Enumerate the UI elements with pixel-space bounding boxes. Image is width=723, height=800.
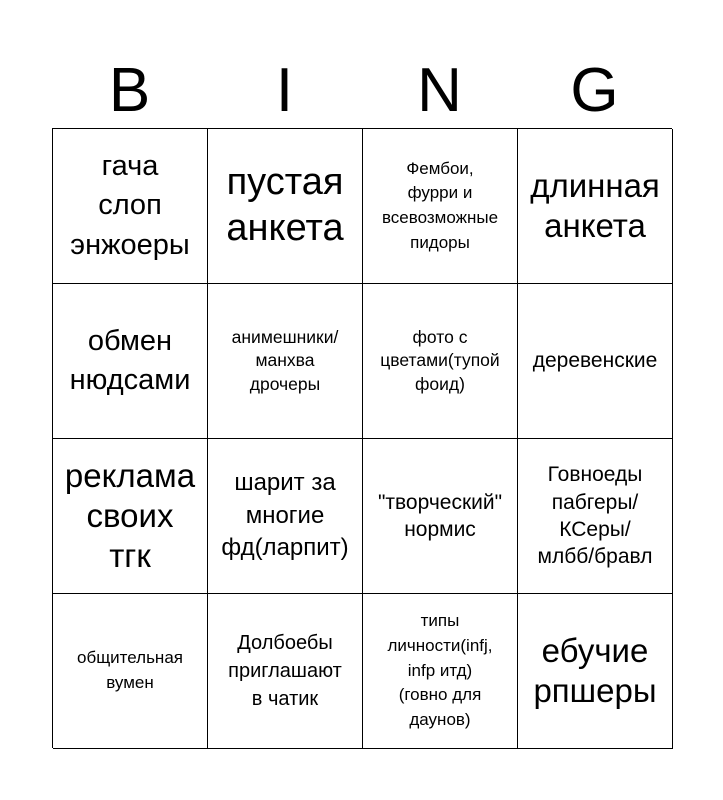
cell-text: пустая анкета (226, 161, 344, 249)
bingo-cell-1-4[interactable] (518, 129, 673, 284)
cell-text: деревенские (532, 349, 658, 373)
cell-text: шарит за многие фд(ларпит) (221, 469, 349, 562)
header-letter-i: I (275, 56, 294, 125)
bingo-cell-3-2[interactable] (208, 439, 363, 594)
bingo-cell-1-1[interactable] (53, 129, 208, 284)
bingo-cell-3-1[interactable] (53, 439, 208, 594)
cell-text: Долбоебы приглашают в чатик (228, 632, 342, 710)
cell-text: ебучие рпшеры (533, 631, 657, 709)
bingo-cell-1-3[interactable] (363, 129, 518, 284)
cell-text: обмен нюдсами (69, 324, 191, 396)
bingo-cell-2-3[interactable] (363, 284, 518, 439)
bingo-cell-4-3[interactable] (363, 594, 518, 749)
cell-text: общительная вумен (77, 648, 183, 692)
cell-text: Говноеды пабгеры/ КСеры/ млбб/бравл (537, 463, 653, 569)
cell-text: Фембои, фурри и всевозможные пидоры (381, 158, 499, 252)
cell-text: гача слоп энжоеры (70, 149, 190, 261)
bingo-cell-4-4[interactable] (518, 594, 673, 749)
bingo-header (52, 52, 672, 128)
bingo-grid (52, 128, 672, 748)
cell-text: анимешники/ манхва дрочеры (231, 326, 339, 394)
header-letter-g: G (570, 56, 619, 125)
bingo-cell-3-3[interactable] (363, 439, 518, 594)
cell-text: фото с цветами(тупой фоид) (380, 326, 500, 394)
cell-text: реклама своих тгк (64, 456, 196, 575)
bingo-cell-4-1[interactable] (53, 594, 208, 749)
cell-text: "творческий" нормис (377, 490, 503, 541)
cell-text: типы личности(infj, infp итд) (говно для даунов) (387, 611, 493, 729)
bingo-cell-1-2[interactable] (208, 129, 363, 284)
header-letter-b: B (108, 56, 151, 125)
bingo-cell-4-2[interactable] (208, 594, 363, 749)
cell-text: длинная анкета (530, 166, 660, 244)
bingo-cell-2-2[interactable] (208, 284, 363, 439)
bingo-cell-2-1[interactable] (53, 284, 208, 439)
bingo-cell-2-4[interactable] (518, 284, 673, 439)
header-letter-n: N (417, 56, 462, 125)
bingo-cell-3-4[interactable] (518, 439, 673, 594)
